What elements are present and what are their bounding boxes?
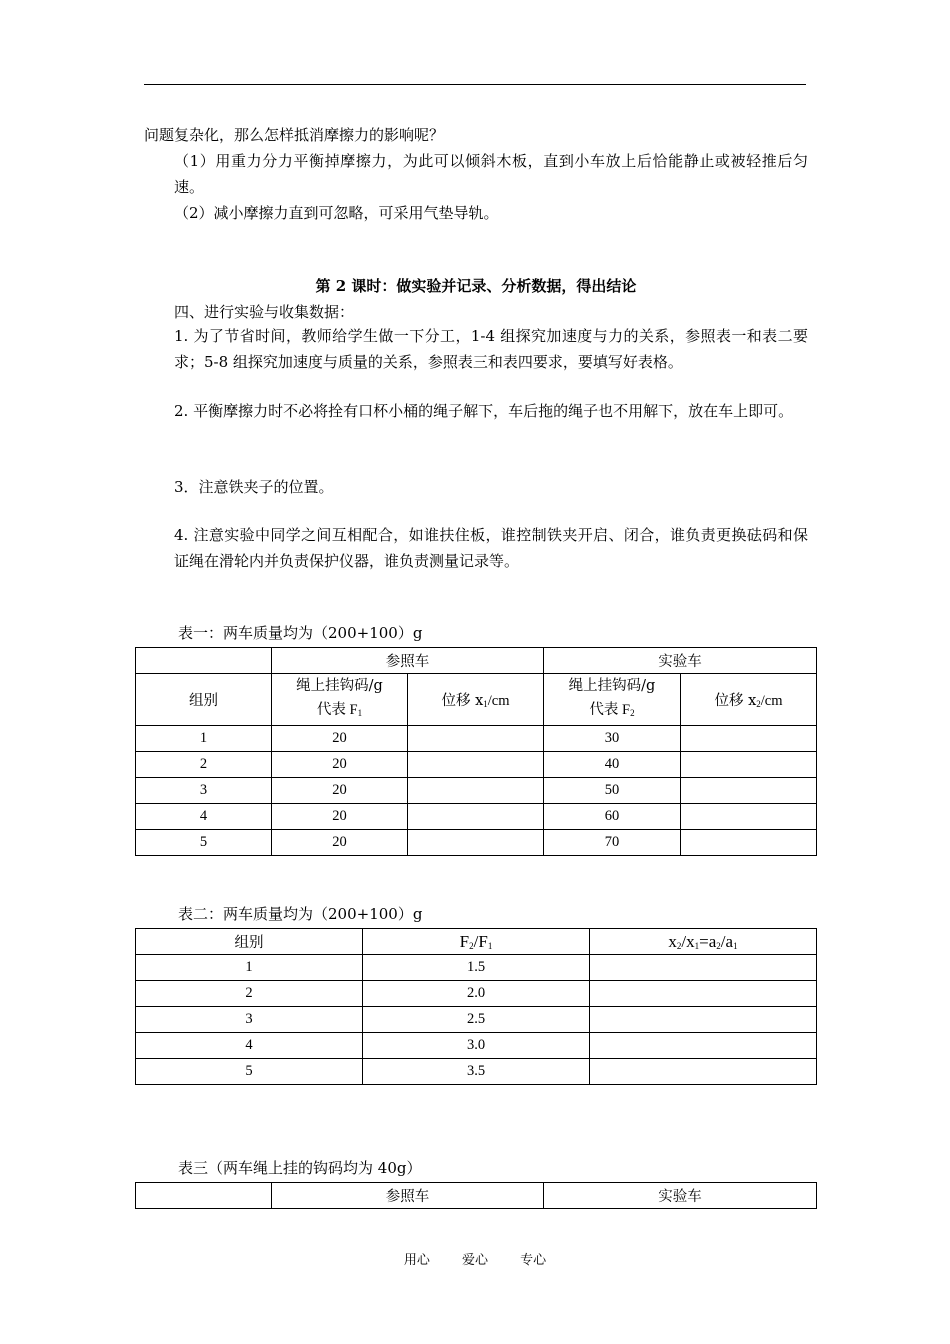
table-row xyxy=(136,726,817,752)
table3-exp-header: 实验车 xyxy=(544,1183,817,1209)
footer-text-3: 专心 xyxy=(520,1253,547,1268)
table1-cell-exp-weight: 40 xyxy=(544,752,681,778)
table1-exp-weight-sub: 2 xyxy=(630,708,635,718)
table2-cell-group: 5 xyxy=(136,1059,363,1085)
table1-cell-ref-disp xyxy=(408,804,544,830)
table1-cell-ref-weight: 20 xyxy=(272,804,408,830)
table-row xyxy=(136,778,817,804)
table1-cell-group: 1 xyxy=(136,726,272,752)
table-row xyxy=(136,955,817,981)
table2 xyxy=(135,928,817,1085)
table2-accel-ratio-a-sub: 2 xyxy=(676,940,682,951)
paragraph-4: 4. 注意实验中同学之间互相配合，如谁扶住板，谁控制铁夹开启、闭合，谁负责更换砝码和保证绳在滑轮内并负责保护仪器，谁负责测量记录等。 xyxy=(174,526,808,570)
table1-cell-ref-weight: 20 xyxy=(272,778,408,804)
table1-exp-weight-line2 xyxy=(544,698,680,725)
table2-accel-ratio-div-sub: 1 xyxy=(733,940,738,951)
table1-cell-exp-disp xyxy=(681,830,817,856)
table1-cell-ref-weight: 20 xyxy=(272,830,408,856)
table1-cell-exp-weight: 30 xyxy=(544,726,681,752)
table-row xyxy=(136,981,817,1007)
table-row xyxy=(136,752,817,778)
table1-cell-group: 4 xyxy=(136,804,272,830)
table1-ref-disp-sub: 1 xyxy=(483,699,488,709)
table2-accel-ratio-eq-sub: 2 xyxy=(716,940,721,951)
section-title: 第 2 课时：做实验并记录、分析数据，得出结论 xyxy=(315,277,637,295)
table1-blank-corner xyxy=(136,648,272,674)
table1-ref-weight-line1: 绳上挂钩码/g xyxy=(296,678,383,694)
table1-exp-disp-text: 位移 x xyxy=(714,693,757,709)
table1-ref-weight-sub: 1 xyxy=(357,708,363,718)
paragraph-2: 2. 平衡摩擦力时不必将拴有口杯小桶的绳子解下，车后拖的绳子也不用解下，放在车上即可。 xyxy=(174,402,794,420)
table2-force-ratio-a-sub: 2 xyxy=(469,940,474,951)
table2-group-header: 组别 xyxy=(136,929,363,955)
intro-item-2: （2）减小摩擦力直到可忽略，可采用气垫导轨。 xyxy=(174,204,499,222)
table1-exp-weight-line1: 绳上挂钩码/g xyxy=(568,678,656,694)
table1-cell-exp-disp xyxy=(681,752,817,778)
table1-ref-disp-header xyxy=(408,674,544,726)
table1-cell-group: 5 xyxy=(136,830,272,856)
paragraph-1: 1. 为了节省时间，教师给学生做一下分工，1-4 组探究加速度与力的关系，参照表一和表二要求；5-8 组探究加速度与质量的关系，参照表三和表四要求，要填写好表格。 xyxy=(174,327,808,371)
paragraph-3: 3．注意铁夹子的位置。 xyxy=(174,478,334,496)
table1-cell-group: 3 xyxy=(136,778,272,804)
table2-accel-ratio-mid: /x xyxy=(681,931,695,951)
table2-accel-ratio-mid-sub: 1 xyxy=(694,940,700,951)
table2-cell-group: 4 xyxy=(136,1033,363,1059)
table2-cell-value xyxy=(590,981,817,1007)
table2-accel-ratio-eq: =a xyxy=(699,931,717,951)
intro-item-1: （1）用重力分力平衡掉摩擦力，为此可以倾斜木板，直到小车放上后恰能静止或被轻推后匀速。 xyxy=(174,152,808,196)
table1-cell-exp-weight: 60 xyxy=(544,804,681,830)
table1-ref-weight-line2 xyxy=(272,698,407,725)
table1-cell-exp-weight: 50 xyxy=(544,778,681,804)
section-subtitle: 四、进行实验与收集数据： xyxy=(174,303,355,321)
table2-cell-group: 2 xyxy=(136,981,363,1007)
table1-ref-disp-text: 位移 x xyxy=(441,693,484,709)
table2-cell-value xyxy=(590,955,817,981)
table1-caption: 表一：两车质量均为（200+100）g xyxy=(178,624,423,642)
page-footer xyxy=(0,1249,950,1268)
table2-force-ratio-a: F xyxy=(459,931,470,951)
footer-text-2: 爱心 xyxy=(461,1253,488,1268)
table2-accel-ratio-header xyxy=(590,929,817,955)
table-row xyxy=(136,804,817,830)
table2-caption: 表二：两车质量均为（200+100）g xyxy=(178,905,423,923)
table1 xyxy=(135,647,817,856)
table2-cell-value xyxy=(590,1059,817,1085)
table1-ref-weight-header xyxy=(272,674,408,726)
table1-ref-header: 参照车 xyxy=(272,648,544,674)
table2-cell-ratio: 2.0 xyxy=(363,981,590,1007)
table2-cell-ratio: 2.5 xyxy=(363,1007,590,1033)
table1-cell-ref-disp xyxy=(408,778,544,804)
table2-cell-ratio: 1.5 xyxy=(363,955,590,981)
table2-accel-ratio-div: /a xyxy=(720,931,734,951)
header-rule xyxy=(144,84,806,85)
table-row xyxy=(136,1007,817,1033)
table1-cell-exp-disp xyxy=(681,778,817,804)
table1-cell-ref-weight: 20 xyxy=(272,726,408,752)
table2-cell-ratio: 3.0 xyxy=(363,1033,590,1059)
table1-exp-header: 实验车 xyxy=(544,648,817,674)
table2-cell-group: 3 xyxy=(136,1007,363,1033)
table1-exp-weight-header xyxy=(544,674,681,726)
table3-ref-header: 参照车 xyxy=(272,1183,544,1209)
table2-cell-value xyxy=(590,1007,817,1033)
table3-blank-corner xyxy=(136,1183,272,1209)
table2-cell-group: 1 xyxy=(136,955,363,981)
table1-exp-disp-sub: 2 xyxy=(756,699,761,709)
table1-cell-exp-disp xyxy=(681,726,817,752)
footer-text-1: 用心 xyxy=(403,1253,430,1268)
table2-force-ratio-b-sub: 1 xyxy=(487,940,493,951)
table2-cell-value xyxy=(590,1033,817,1059)
table-row xyxy=(136,1033,817,1059)
table2-force-ratio-slash: /F xyxy=(473,931,488,951)
table1-exp-disp-unit: /cm xyxy=(760,693,783,709)
table1-cell-exp-disp xyxy=(681,804,817,830)
table1-exp-disp-header xyxy=(681,674,817,726)
table1-cell-group: 2 xyxy=(136,752,272,778)
table2-cell-ratio: 3.5 xyxy=(363,1059,590,1085)
table-row xyxy=(136,1059,817,1085)
intro-line: 问题复杂化，那么怎样抵消摩擦力的影响呢？ xyxy=(144,126,445,144)
table1-cell-exp-weight: 70 xyxy=(544,830,681,856)
table3 xyxy=(135,1182,817,1209)
table1-cell-ref-weight: 20 xyxy=(272,752,408,778)
table1-ref-disp-unit: /cm xyxy=(487,693,510,709)
table1-cell-ref-disp xyxy=(408,752,544,778)
table2-force-ratio-header xyxy=(363,929,590,955)
table1-cell-ref-disp xyxy=(408,830,544,856)
table1-exp-weight-text: 代表 F xyxy=(589,702,631,718)
table3-caption: 表三（两车绳上挂的钩码均为 40g） xyxy=(178,1159,422,1177)
table1-ref-weight-text: 代表 F xyxy=(316,702,358,718)
table1-cell-ref-disp xyxy=(408,726,544,752)
table-row xyxy=(136,830,817,856)
table1-group-header: 组别 xyxy=(136,674,272,726)
table2-accel-ratio-a: x xyxy=(668,931,677,951)
